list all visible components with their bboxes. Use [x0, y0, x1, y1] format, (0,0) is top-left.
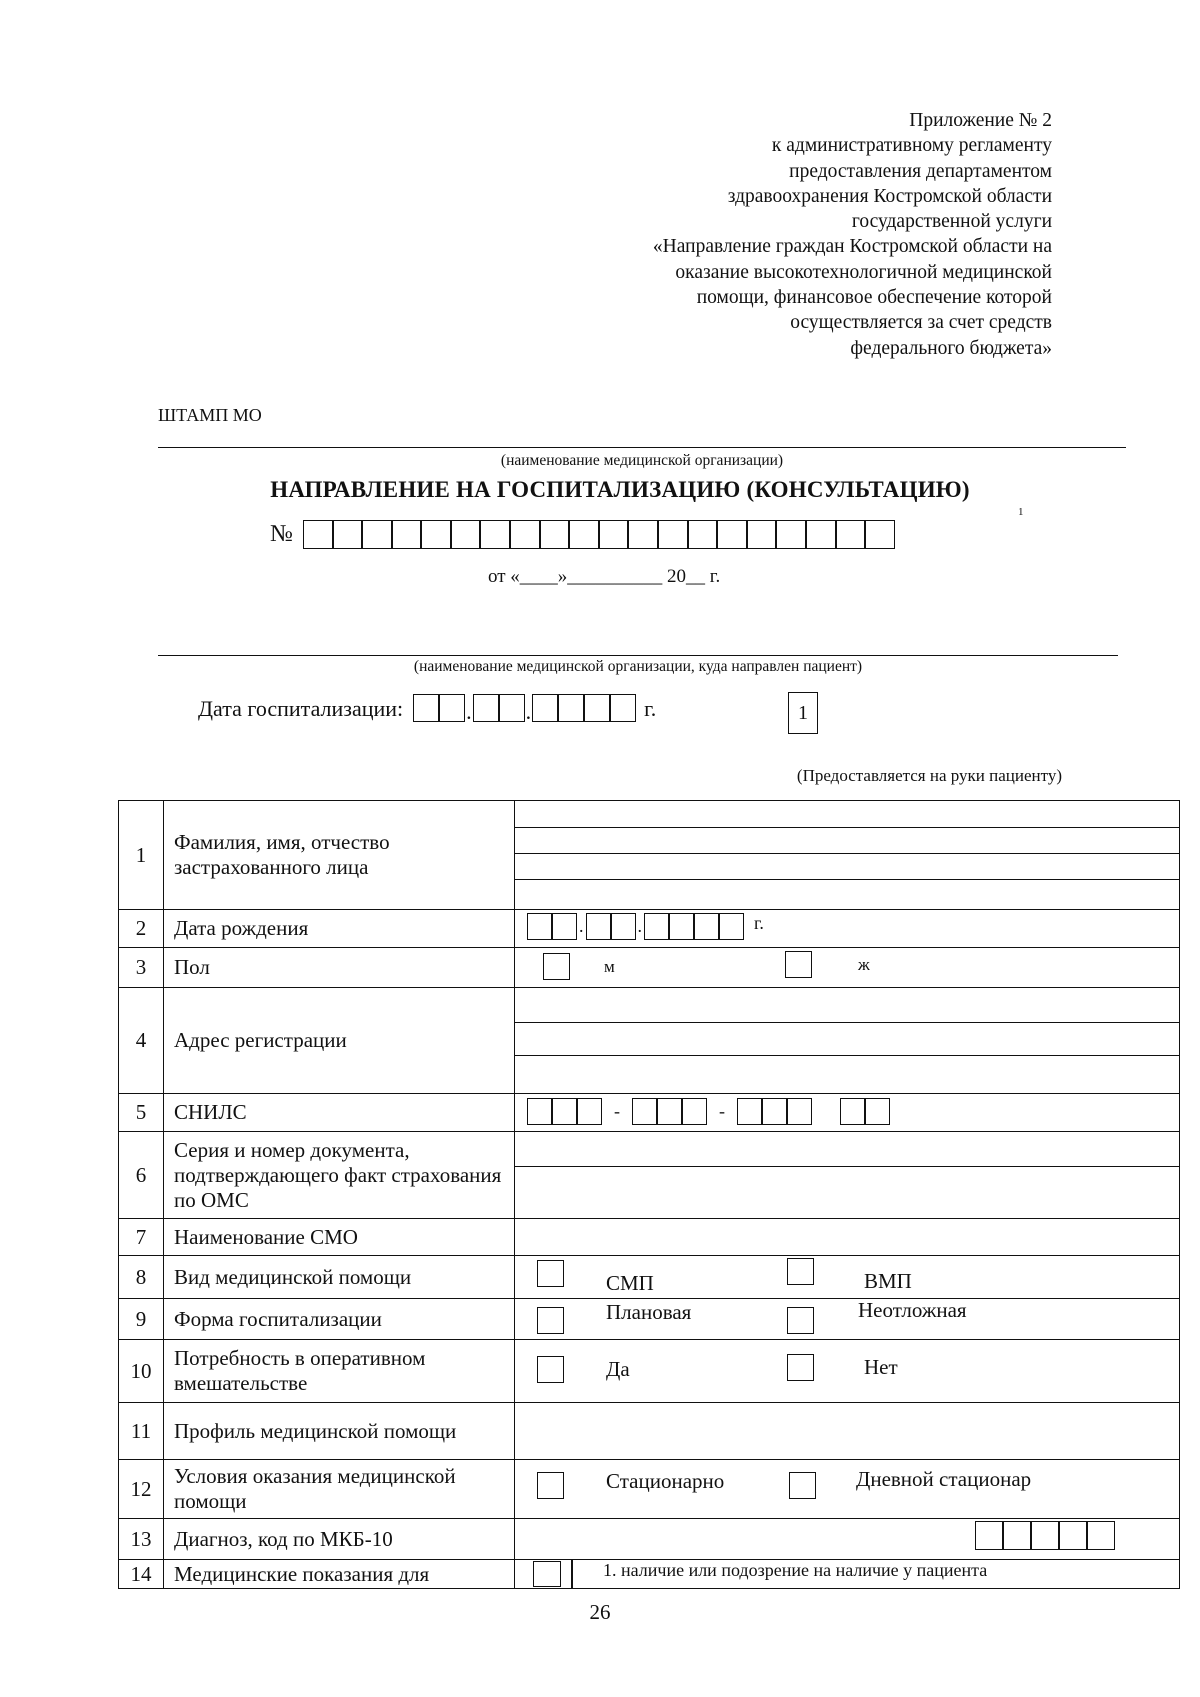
checkbox[interactable] — [787, 1307, 814, 1334]
checkbox[interactable] — [537, 1356, 564, 1383]
number-digit-box[interactable] — [480, 520, 510, 549]
inpatient-option[interactable] — [537, 1469, 725, 1499]
appendix-line: оказание высокотехнологичной медицинской — [675, 261, 1052, 283]
medical-indications-field — [515, 1560, 1180, 1589]
number-digit-box[interactable] — [303, 520, 333, 549]
row-number: 10 — [119, 1340, 164, 1403]
provided-note: (Предоставляется на руки пациенту) — [796, 766, 1062, 785]
address-field[interactable] — [515, 988, 1180, 1094]
sex-female-option[interactable] — [785, 951, 870, 978]
appendix-line: государственной услуги — [851, 211, 1052, 233]
hosp-date-boxes[interactable]: . . — [413, 694, 636, 722]
table-row — [119, 1403, 1180, 1460]
number-digit-box[interactable] — [540, 520, 570, 549]
row-number: 9 — [119, 1299, 164, 1340]
table-row — [119, 988, 1180, 1094]
row-label: Профиль медицинской помощи — [164, 1403, 515, 1460]
number-row — [270, 520, 895, 549]
icd10-code-field[interactable] — [515, 1519, 1180, 1560]
option-label: СМП — [606, 1271, 654, 1295]
number-digit-box[interactable] — [333, 520, 363, 549]
option-label: Нет — [864, 1355, 898, 1379]
page-number: 26 — [589, 1600, 611, 1624]
option-label: м — [604, 956, 615, 976]
row-number: 6 — [119, 1132, 164, 1219]
table-row — [119, 1340, 1180, 1403]
sex-field — [515, 948, 1180, 988]
snils-dash: - — [719, 1101, 725, 1121]
row-number: 7 — [119, 1219, 164, 1256]
row-label: Потребность в оперативном вмешательстве — [164, 1340, 515, 1403]
row-label: Адрес регистрации — [164, 988, 515, 1094]
row-label: Фамилия, имя, отчество застрахованного лица — [164, 801, 515, 910]
full-name-field[interactable] — [515, 801, 1180, 910]
row-number: 12 — [119, 1460, 164, 1519]
option-label: ж — [858, 954, 870, 974]
appendix-line: здравоохранения Костромской области — [727, 185, 1052, 207]
appendix-line: к административному регламенту — [771, 135, 1052, 157]
number-digit-box[interactable] — [865, 520, 895, 549]
number-digit-box[interactable] — [599, 520, 629, 549]
number-digit-box[interactable] — [392, 520, 422, 549]
option-label: Плановая — [606, 1300, 692, 1324]
smo-name-field[interactable] — [515, 1219, 1180, 1256]
table-row — [119, 1132, 1180, 1219]
title-footnote: 1 — [1018, 506, 1024, 518]
number-digit-box[interactable] — [510, 520, 540, 549]
option-label: Неотложная — [858, 1298, 967, 1322]
surgery-no-option[interactable] — [787, 1354, 898, 1381]
number-label: № — [270, 521, 293, 547]
number-digit-box[interactable] — [806, 520, 836, 549]
number-digit-box[interactable] — [451, 520, 481, 549]
table-row — [119, 1519, 1180, 1560]
row-label: Серия и номер документа, подтверждающего факт страхования по ОМС — [164, 1132, 515, 1219]
appendix-line: помощи, финансовое обеспечение которой — [696, 287, 1052, 309]
appendix-line: федерального бюджета» — [850, 337, 1052, 359]
target-org-line[interactable] — [158, 655, 1118, 656]
option-label: ВМП — [864, 1269, 912, 1293]
number-digit-box[interactable] — [688, 520, 718, 549]
row-label: Форма госпитализации — [164, 1299, 515, 1340]
care-conditions-field — [515, 1460, 1180, 1519]
checkbox[interactable] — [785, 951, 812, 978]
number-digit-box[interactable] — [836, 520, 866, 549]
checkbox[interactable] — [789, 1472, 816, 1499]
table-row — [119, 948, 1180, 988]
row-label: Медицинские показания для — [164, 1560, 515, 1589]
hosp-date-suffix: г. — [644, 696, 657, 721]
org-caption: (наименование медицинской организации) — [500, 452, 784, 469]
row-number: 4 — [119, 988, 164, 1094]
table-row — [119, 1219, 1180, 1256]
option-label: Да — [606, 1357, 630, 1381]
care-type-smp-option[interactable] — [537, 1260, 654, 1295]
number-digit-box[interactable] — [776, 520, 806, 549]
table-row — [119, 801, 1180, 910]
surgery-need-field — [515, 1340, 1180, 1403]
checkbox[interactable] — [787, 1258, 814, 1285]
checkbox[interactable] — [537, 1260, 564, 1287]
number-digit-box[interactable] — [362, 520, 392, 549]
hospitalization-form-field — [515, 1299, 1180, 1340]
number-boxes[interactable] — [303, 520, 895, 549]
planned-option[interactable] — [537, 1300, 692, 1334]
option-label: Стационарно — [606, 1469, 725, 1493]
row-number: 8 — [119, 1256, 164, 1299]
sheet-number-box: 1 — [788, 692, 818, 734]
oms-document-field[interactable] — [515, 1132, 1180, 1219]
table-row — [119, 1256, 1180, 1299]
row-label: Диагноз, код по МКБ-10 — [164, 1519, 515, 1560]
appendix-line: Приложение № 2 — [909, 110, 1052, 131]
appendix-header — [532, 108, 1052, 361]
row-number: 2 — [119, 910, 164, 948]
table-row — [119, 1560, 1180, 1589]
checkbox[interactable] — [537, 1307, 564, 1334]
snils-dash: - — [614, 1101, 620, 1121]
birth-date-field[interactable]: . . г. — [515, 910, 1180, 948]
row-label: Пол — [164, 948, 515, 988]
appendix-line: «Направление граждан Костромской области на — [652, 236, 1052, 258]
hosp-date-label: Дата госпитализации: — [198, 696, 404, 721]
appendix-line: предоставления департаментом — [789, 160, 1052, 182]
row-label: Наименование СМО — [164, 1219, 515, 1256]
table-row — [119, 910, 1180, 948]
checkbox[interactable] — [543, 953, 570, 980]
org-name-line[interactable] — [158, 447, 1126, 448]
row-number: 5 — [119, 1094, 164, 1132]
table-row — [119, 1299, 1180, 1340]
care-type-vmp-option[interactable] — [787, 1258, 912, 1293]
urgent-option[interactable] — [787, 1298, 967, 1334]
referral-form-table — [118, 800, 1180, 1589]
checkbox[interactable] — [787, 1354, 814, 1381]
table-row — [119, 1094, 1180, 1132]
appendix-line: осуществляется за счет средств — [790, 312, 1052, 334]
table-row — [119, 1460, 1180, 1519]
row-number: 3 — [119, 948, 164, 988]
row-number: 11 — [119, 1403, 164, 1460]
snils-field[interactable] — [515, 1094, 1180, 1132]
option-label: Дневной стационар — [856, 1467, 1032, 1491]
number-digit-box[interactable] — [747, 520, 777, 549]
row-label: Вид медицинской помощи — [164, 1256, 515, 1299]
row-label: Условия оказания медицинской помощи — [164, 1460, 515, 1519]
checkbox[interactable] — [537, 1472, 564, 1499]
issue-date-line[interactable]: от «____»__________ 20__ г. — [488, 566, 721, 587]
number-digit-box[interactable] — [717, 520, 747, 549]
sex-male-option[interactable] — [543, 953, 615, 980]
hospitalization-date — [198, 694, 656, 722]
checkbox[interactable] — [533, 1561, 561, 1587]
row-label: Дата рождения — [164, 910, 515, 948]
number-digit-box[interactable] — [628, 520, 658, 549]
number-digit-box[interactable] — [421, 520, 451, 549]
surgery-yes-option[interactable] — [537, 1356, 630, 1383]
row-number: 1 — [119, 801, 164, 910]
row-label: СНИЛС — [164, 1094, 515, 1132]
birth-date-suffix: г. — [754, 913, 764, 933]
care-profile-field[interactable] — [515, 1403, 1180, 1460]
document-title: НАПРАВЛЕНИЕ НА ГОСПИТАЛИЗАЦИЮ (КОНСУЛЬТАЦИЮ) — [270, 477, 970, 502]
indication-text: 1. наличие или подозрение на наличие у пациента — [603, 1560, 988, 1580]
row-number: 14 — [119, 1560, 164, 1589]
target-org-caption: (наименование медицинской организации, куда направлен пациент) — [413, 658, 863, 675]
day-hospital-option[interactable] — [789, 1467, 1032, 1499]
care-type-field — [515, 1256, 1180, 1299]
number-digit-box[interactable] — [569, 520, 599, 549]
number-digit-box[interactable] — [658, 520, 688, 549]
stamp-label: ШТАМП МО — [158, 405, 262, 425]
row-number: 13 — [119, 1519, 164, 1560]
